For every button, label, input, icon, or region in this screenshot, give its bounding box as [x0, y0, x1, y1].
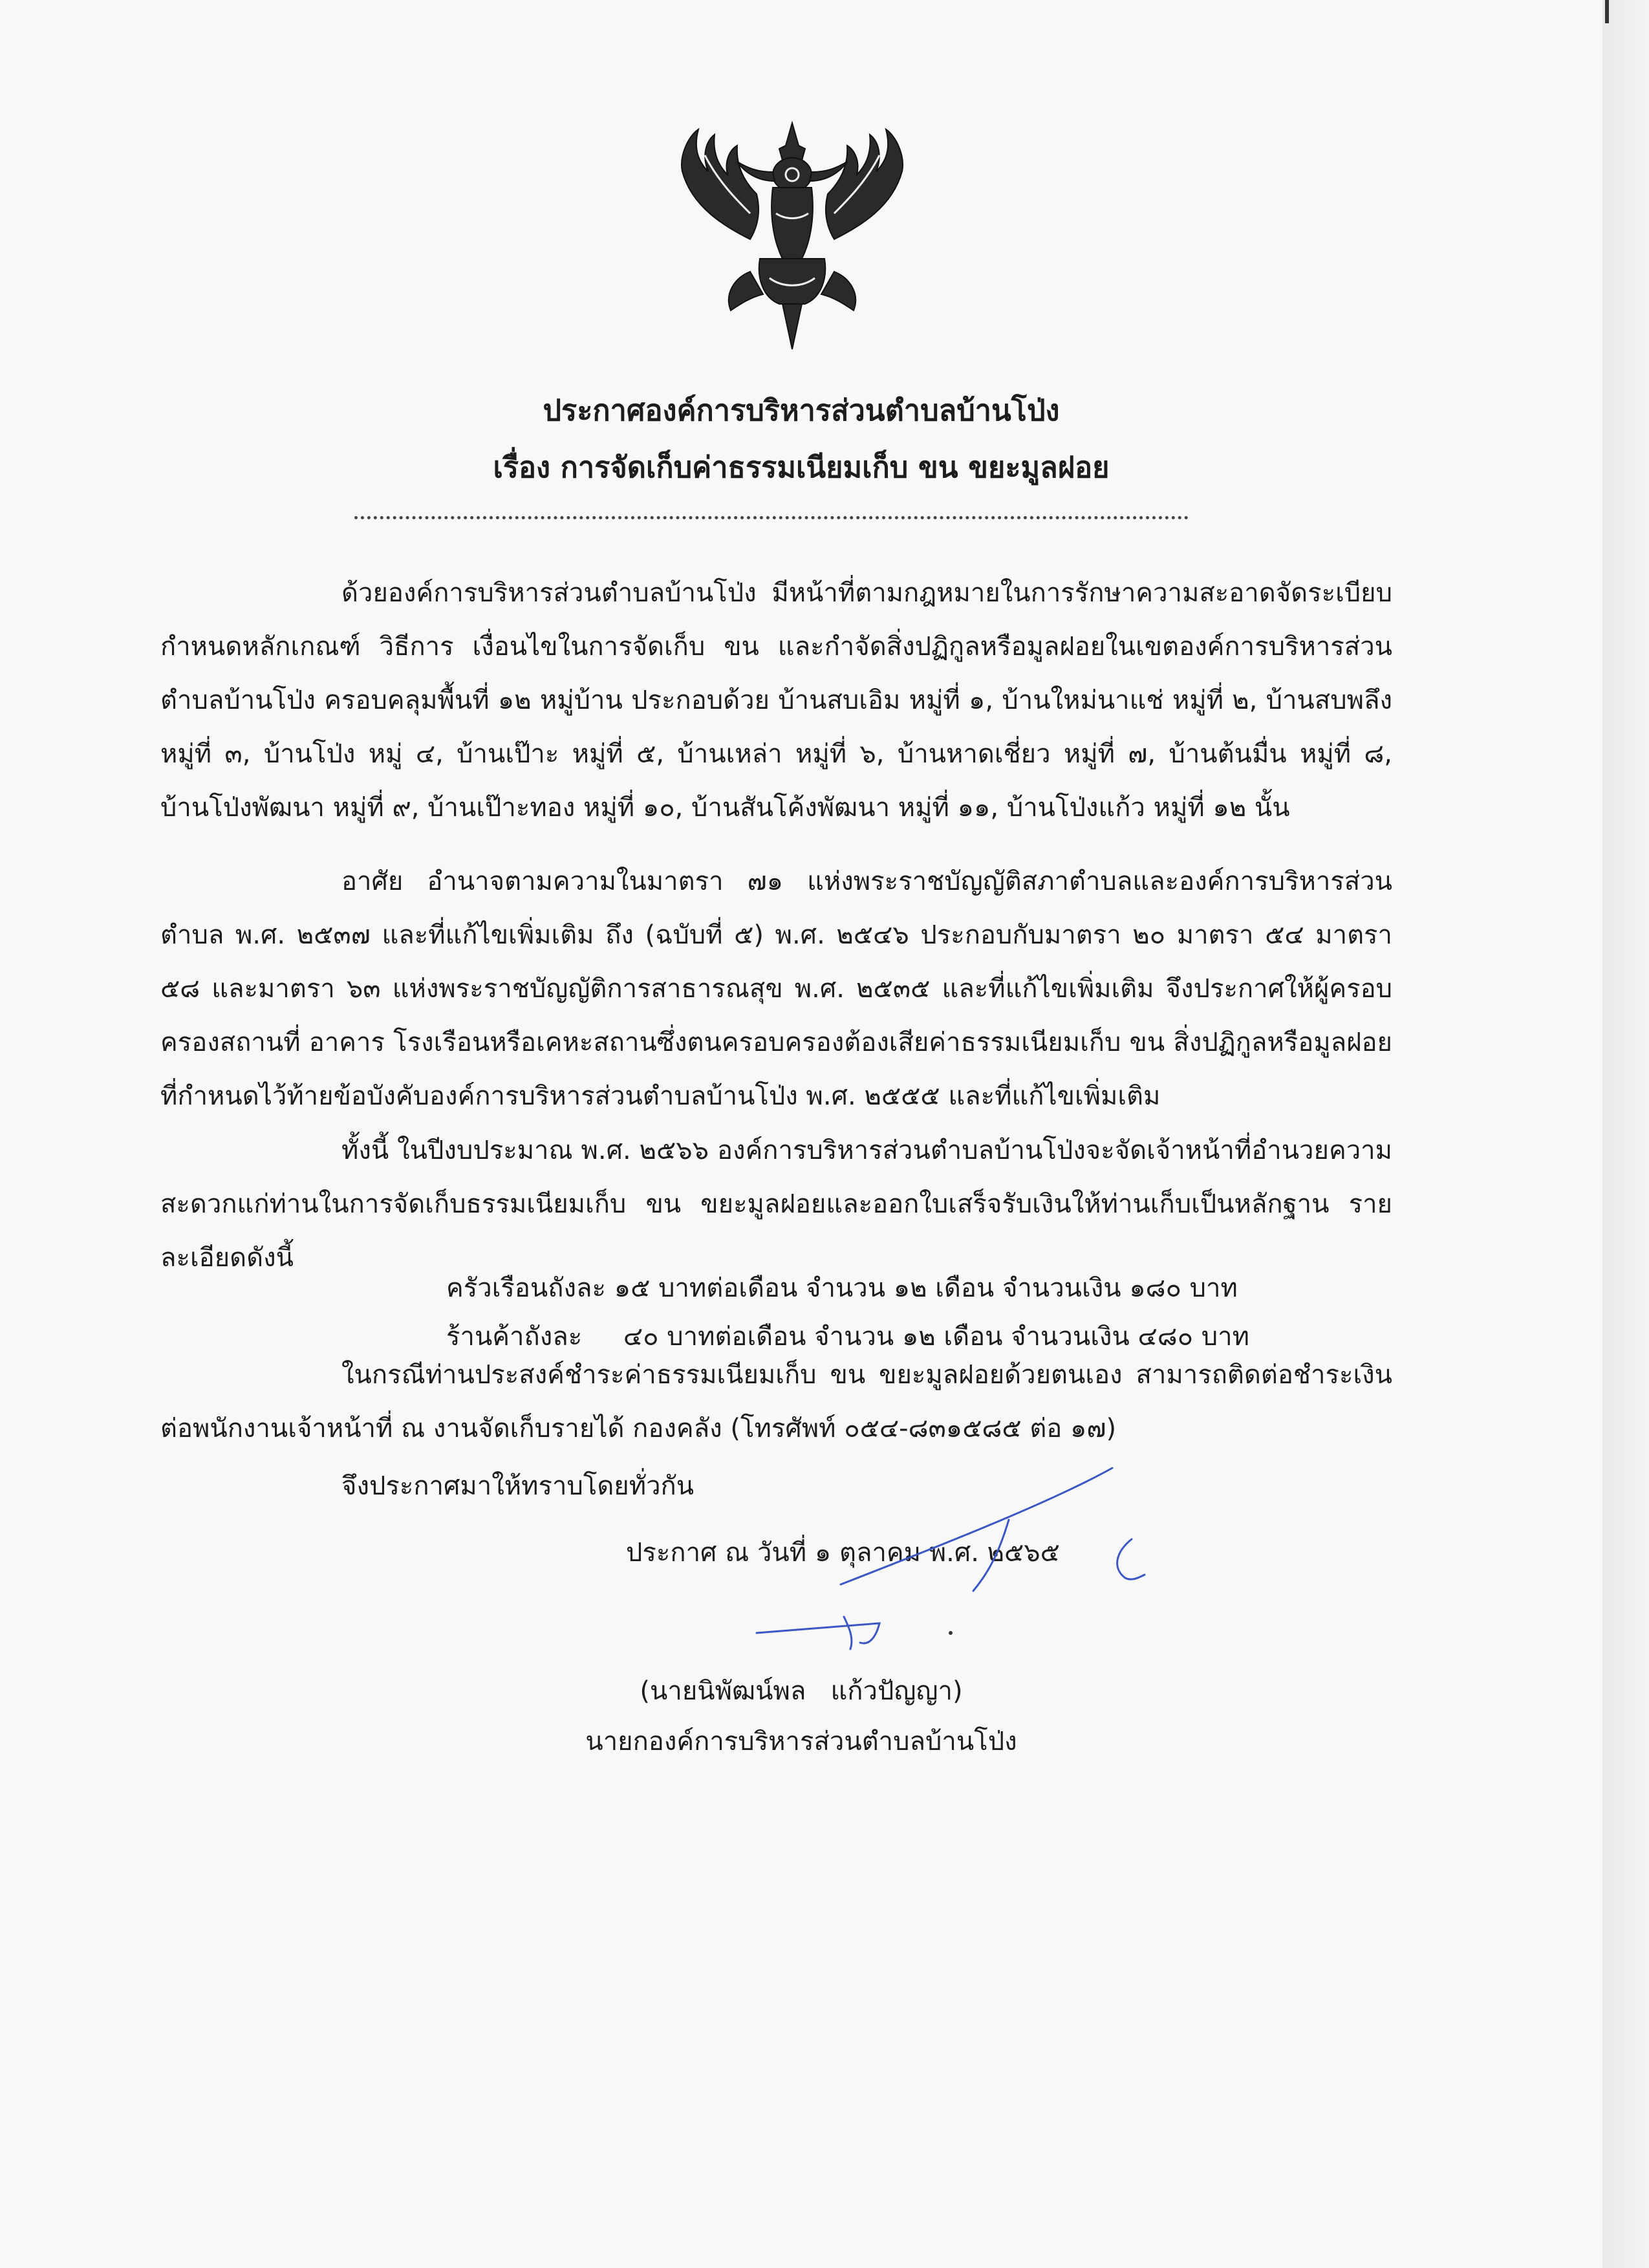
fee-household: ครัวเรือนถังละ ๑๕ บาทต่อเดือน จำนวน ๑๒ เดือน จำนวนเงิน ๑๘๐ บาท [446, 1273, 1238, 1303]
scan-edge-mark [1605, 0, 1609, 23]
dotted-divider [354, 516, 1189, 519]
handwritten-signature [744, 1462, 1164, 1669]
body-paragraph-1: ด้วยองค์การบริหารส่วนตำบลบ้านโป่ง มีหน้าที่ตามกฎหมายในการรักษาความสะอาดจัดระเบียบ กำหนดหลักเกณฑ์ วิธีการ เงื่อนไขในการจัดเก็บ ขน และกำจัดสิ่งปฏิกูลหรือมูลฝอยในเขตองค์การบริหารส่วนตำบลบ้านโป่ง ครอบคลุมพื้นที่ ๑๒ หมู่บ้าน ประกอบด้วย บ้านสบเอิม หมู่ที่ ๑, บ้านใหม่นาแช่ หมู่ที่ ๒, บ้านสบพลึง หมู่ที่ ๓, บ้านโป่ง หมู่ ๔, บ้านเป๊าะ หมู่ที่ ๕, บ้านเหล่า หมู่ที่ ๖, บ้านหาดเชี่ยว หมู่ที่ ๗, บ้านต้นมื่น หมู่ที่ ๘, บ้านโป่งพัฒนา หมู่ที่ ๙, บ้านเป๊าะทอง หมู่ที่ ๑๐, บ้านสันโค้งพัฒนา หมู่ที่ ๑๑, บ้านโป่งแก้ว หมู่ที่ ๑๒ นั้น [160, 578, 1392, 823]
announcement-subject: เรื่อง การจัดเก็บค่าธรรมเนียมเก็บ ขน ขยะมูลฝอย [493, 450, 1110, 484]
signatory-position: นายกองค์การบริหารส่วนตำบลบ้านโป่ง [585, 1727, 1017, 1756]
body-paragraph-2: อาศัย อำนาจตามความในมาตรา ๗๑ แห่งพระราชบัญญัติสภาตำบลและองค์การบริหารส่วนตำบล พ.ศ. ๒๕๓๗ และที่แก้ไขเพิ่มเติม ถึง (ฉบับที่ ๕) พ.ศ. ๒๕๔๖ ประกอบกับมาตรา ๒๐ มาตรา ๕๔ มาตรา ๕๘ และมาตรา ๖๓ แห่งพระราชบัญญัติการสาธารณสุข พ.ศ. ๒๕๓๕ และที่แก้ไขเพิ่มเติม จึงประกาศให้ผู้ครอบครองสถานที่ อาคาร โรงเรือนหรือเคหะสถานซึ่งตนครอบครองต้องเสียค่าธรรมเนียมเก็บ ขน สิ่งปฏิกูลหรือมูลฝอยที่กำหนดไว้ท้ายข้อบังคับองค์การบริหารส่วนตำบลบ้านโป่ง พ.ศ. ๒๕๕๕ และที่แก้ไขเพิ่มเติม [160, 867, 1392, 1111]
body-paragraph-4: ในกรณีท่านประสงค์ชำระค่าธรรมเนียมเก็บ ขน ขยะมูลฝอยด้วยตนเอง สามารถติดต่อชำระเงินต่อพนักงานเจ้าหน้าที่ ณ งานจัดเก็บรายได้ กองคลัง (โทรศัพท์ ๐๕๔-๘๓๑๕๘๕ ต่อ ๑๗) [160, 1360, 1392, 1443]
closing-line: จึงประกาศมาให้ทราบโดยทั่วกัน [341, 1471, 695, 1501]
body-paragraph-3: ทั้งนี้ ในปีงบประมาณ พ.ศ. ๒๕๖๖ องค์การบริหารส่วนตำบลบ้านโป่งจะจัดเจ้าหน้าที่อำนวยความสะดวกแก่ท่านในการจัดเก็บธรรมเนียมเก็บ ขน ขยะมูลฝอยและออกใบเสร็จรับเงินให้ท่านเก็บเป็นหลักฐาน รายละเอียดดังนี้ [160, 1136, 1392, 1273]
scan-edge [1602, 0, 1649, 2268]
fee-shop: ร้านค้าถังละ ๔๐ บาทต่อเดือน จำนวน ๑๒ เดือน จำนวนเงิน ๔๘๐ บาท [446, 1322, 1249, 1352]
garuda-emblem-icon [653, 110, 931, 356]
announcement-title: ประกาศองค์การบริหารส่วนตำบลบ้านโป่ง [543, 393, 1060, 427]
announcement-date: ประกาศ ณ วันที่ ๑ ตุลาคม พ.ศ. ๒๕๖๕ [626, 1538, 1060, 1568]
signatory-name: (นายนิพัฒน์พล แก้วปัญญา) [640, 1676, 963, 1706]
